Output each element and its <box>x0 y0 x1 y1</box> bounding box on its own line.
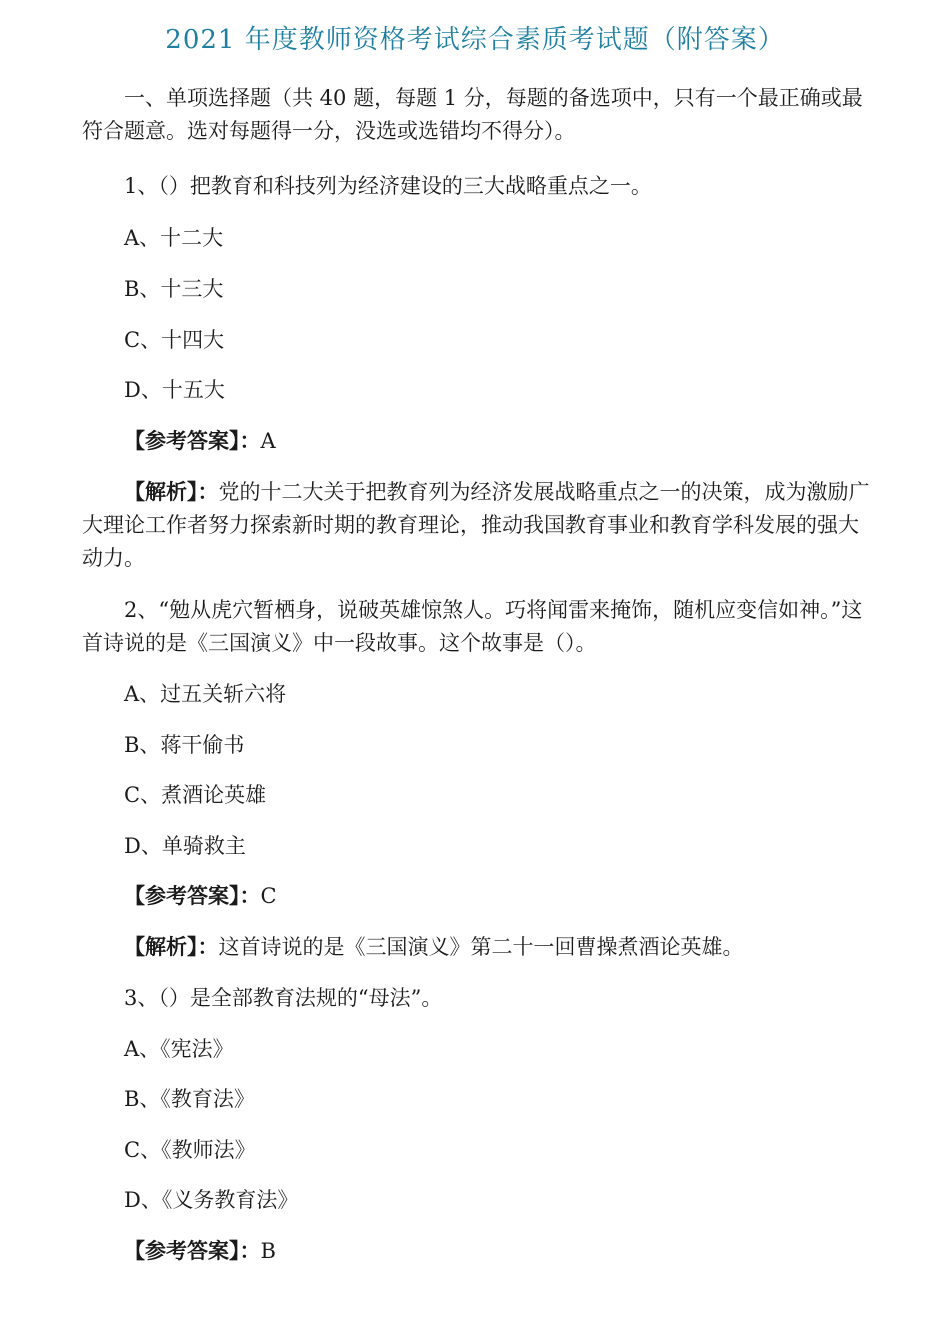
answer-value: A <box>260 429 276 453</box>
question-2-analysis <box>124 932 744 962</box>
question-1-analysis <box>82 476 872 575</box>
question-1-stem: 1、（）把教育和科技列为经济建设的三大战略重点之一。 <box>124 174 652 198</box>
question-3-answer <box>124 1236 276 1266</box>
answer-value: C <box>260 884 277 908</box>
question-1-option-c: C、十四大 <box>124 328 225 352</box>
question-1-option-b: B、十三大 <box>124 277 224 301</box>
question-2-option-c: C、煮酒论英雄 <box>124 783 267 807</box>
analysis-text: 这首诗说的是《三国演义》第二十一回曹操煮酒论英雄。 <box>218 935 744 959</box>
analysis-text: 党的十二大关于把教育列为经济发展战略重点之一的决策，成为激励广大理论工作者努力探索新时期的教育理论，推动我国教育事业和教育学科发展的强大动力。 <box>82 480 870 570</box>
question-2-option-b: B、蒋干偷书 <box>124 733 245 757</box>
analysis-label: 【解析】： <box>124 480 219 504</box>
answer-value: B <box>260 1239 276 1263</box>
question-3-option-a: A、《宪法》 <box>124 1037 234 1061</box>
question-1-answer <box>124 426 276 456</box>
question-2-answer <box>124 881 277 911</box>
document-title: 2021 年度教师资格考试综合素质考试题（附答案） <box>165 25 785 55</box>
question-3-option-d: D、《义务教育法》 <box>124 1188 299 1212</box>
answer-label: 【参考答案】： <box>124 429 261 453</box>
question-3-stem: 3、（）是全部教育法规的“母法”。 <box>124 986 443 1010</box>
answer-label: 【参考答案】： <box>124 1239 261 1263</box>
section-intro: 一、单项选择题（共 40 题，每题 1 分，每题的备选项中，只有一个最正确或最符合题意。选对每题得一分，没选或选错均不得分）。 <box>82 86 863 143</box>
question-2-stem: 2、“勉从虎穴暂栖身，说破英雄惊煞人。巧将闻雷来掩饰，随机应变信如神。”这首诗说的是《三国演义》中一段故事。这个故事是（）。 <box>82 598 863 655</box>
question-1-option-a: A、十二大 <box>124 226 224 250</box>
question-3-option-c: C、《教师法》 <box>124 1138 256 1162</box>
answer-label: 【参考答案】： <box>124 884 261 908</box>
analysis-label: 【解析】： <box>124 935 219 959</box>
question-3-option-b: B、《教育法》 <box>124 1087 255 1111</box>
question-2-option-d: D、单骑救主 <box>124 834 246 858</box>
question-1-option-d: D、十五大 <box>124 378 225 402</box>
question-2-option-a: A、过五关斩六将 <box>124 682 287 706</box>
